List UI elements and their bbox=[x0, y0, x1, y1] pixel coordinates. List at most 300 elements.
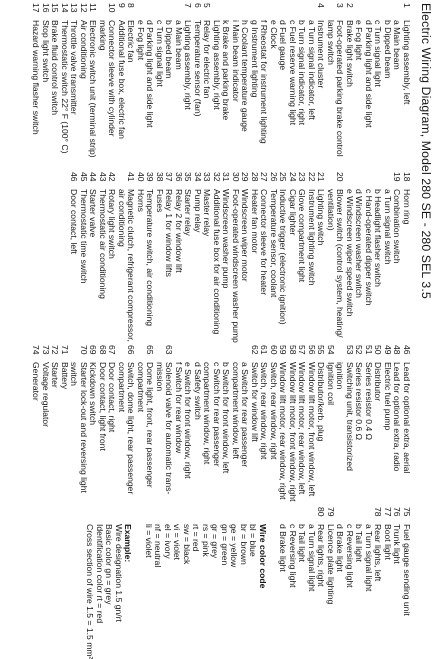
legend-entry bbox=[239, 507, 249, 600]
legend-entry bbox=[136, 345, 146, 475]
legend-entry bbox=[163, 507, 173, 600]
legend-entry bbox=[79, 3, 89, 145]
legend-text: rt = red bbox=[191, 524, 202, 552]
legend-text: Solenoid valve for automatic trans- bbox=[164, 362, 175, 495]
legend-entry bbox=[231, 345, 241, 475]
legend-text: Rotary light switch bbox=[107, 189, 118, 259]
legend-entry bbox=[278, 507, 288, 600]
legend-number bbox=[345, 172, 355, 189]
legend-text: ge = yellow bbox=[229, 524, 240, 568]
legend-text: Inductive trigger (electronic ignition) bbox=[278, 189, 289, 325]
legend-number bbox=[155, 3, 165, 20]
legend-entry bbox=[155, 172, 165, 294]
legend-number: 30 bbox=[231, 172, 241, 182]
legend-text: bl = blue bbox=[248, 524, 259, 557]
legend-entry bbox=[402, 507, 412, 616]
legend-entry bbox=[259, 172, 269, 294]
legend-text: Connector sleeve for heater bbox=[259, 189, 270, 296]
legend-entry bbox=[373, 507, 383, 600]
legend-number bbox=[212, 345, 222, 362]
legend-number: 62 bbox=[250, 345, 260, 355]
legend-entry bbox=[240, 3, 250, 145]
legend-number: 8 bbox=[126, 3, 137, 8]
legend-text: b Tail light bbox=[354, 524, 365, 563]
legend-text: Wire color code bbox=[258, 524, 268, 589]
legend-number: 25 bbox=[278, 172, 289, 182]
legend-text: h Coolant temperature gauge bbox=[240, 20, 251, 132]
legend-entry bbox=[117, 172, 127, 294]
legend-text: d Fuel gauge bbox=[278, 20, 289, 71]
legend-text: Rear lights, left bbox=[373, 524, 384, 582]
legend-entry bbox=[202, 3, 212, 145]
legend-text: Cigar lighter bbox=[288, 189, 298, 236]
legend-entry bbox=[259, 3, 269, 145]
legend-entry bbox=[221, 172, 231, 294]
legend-number bbox=[239, 507, 249, 524]
legend-text: Blower switch (control system, heating/ bbox=[335, 189, 346, 338]
legend-text: Distributor bbox=[373, 362, 384, 402]
legend-entry bbox=[174, 3, 184, 145]
legend-number bbox=[248, 507, 258, 524]
legend-text: a Turn signal light bbox=[364, 524, 374, 592]
legend-entry bbox=[297, 507, 307, 600]
legend-text: a Main beam bbox=[174, 20, 184, 70]
legend-number bbox=[191, 507, 201, 524]
legend-entry bbox=[172, 507, 182, 600]
legend-text: b Turn signal indicator, right bbox=[297, 20, 308, 126]
legend-entry bbox=[269, 3, 279, 145]
legend-text: Additional fuse box, electric fan bbox=[117, 20, 127, 139]
legend-text: Generator bbox=[31, 362, 42, 401]
legend-text: Starter lock-out and reversing light bbox=[79, 362, 89, 493]
legend-entry bbox=[231, 3, 241, 145]
legend-entry bbox=[79, 345, 89, 493]
legend-number: 34 bbox=[193, 172, 203, 182]
legend-number: 5 bbox=[202, 3, 213, 8]
legend-number: 66 bbox=[126, 345, 137, 355]
legend-number bbox=[183, 345, 193, 362]
legend-text: Licence plate lighting bbox=[326, 524, 336, 605]
legend-number bbox=[383, 3, 393, 20]
legend-entry bbox=[136, 172, 146, 294]
legend-text: Pump relay bbox=[193, 189, 203, 233]
legend-entry bbox=[164, 3, 174, 145]
legend-number: 6 bbox=[193, 3, 203, 8]
legend-number: 20 bbox=[335, 172, 346, 182]
legend-number bbox=[354, 507, 364, 524]
legend-text: Boot light bbox=[383, 524, 393, 560]
legend-text: b Headlight flasher switch bbox=[373, 189, 384, 287]
legend-text: Kickdown switch bbox=[88, 362, 99, 426]
legend-number bbox=[307, 3, 317, 20]
legend-column-4 bbox=[85, 507, 412, 659]
legend-text: Master relay bbox=[202, 189, 213, 237]
legend-text: Fuses bbox=[155, 189, 165, 213]
legend-entry bbox=[183, 172, 193, 294]
legend-number: 61 bbox=[259, 345, 270, 355]
legend-text: Horn ring bbox=[402, 189, 412, 225]
legend-text: Connector sleeve with cylinder bbox=[107, 20, 118, 137]
legend-number: 60 bbox=[269, 345, 279, 355]
legend-number: 76 bbox=[392, 507, 403, 517]
legend-number: 14 bbox=[60, 3, 70, 13]
legend-entry bbox=[354, 172, 365, 298]
legend-number: 26 bbox=[269, 172, 279, 182]
legend-text: compartment bbox=[117, 362, 127, 413]
legend-text: f Switch for rear window bbox=[174, 362, 184, 454]
legend-number bbox=[373, 3, 383, 20]
legend-number bbox=[98, 3, 108, 20]
legend-text: Lighting assembly, left bbox=[402, 20, 412, 105]
legend-entry bbox=[231, 172, 241, 343]
legend-text: compartment window, right bbox=[202, 362, 213, 465]
legend-text: el = ivory bbox=[163, 524, 173, 559]
legend-text: lamp switch bbox=[326, 20, 336, 65]
legend-text: b Switch for front window, left bbox=[221, 362, 232, 474]
legend-number: 49 bbox=[383, 345, 393, 355]
legend-text: b Dipped beam bbox=[164, 20, 175, 79]
legend-text: g Instrument lighting bbox=[250, 20, 260, 98]
legend-number: 59 bbox=[278, 345, 289, 355]
legend-text: Heater fan motor bbox=[250, 189, 260, 254]
page-title: Electric Wiring Diagram, Model 280 SE - 280 SEL 3.5 bbox=[419, 3, 433, 299]
legend-entry bbox=[373, 345, 383, 475]
legend-text: Throttle valve transmitter bbox=[69, 20, 80, 115]
legend-number bbox=[144, 507, 154, 524]
legend-entry bbox=[117, 345, 127, 475]
legend-number: 41 bbox=[126, 172, 137, 182]
legend-text: d Brake light bbox=[278, 524, 289, 572]
legend-entry bbox=[326, 172, 336, 294]
legend-text: Lighting assembly, right bbox=[183, 20, 194, 110]
legend-entry bbox=[373, 3, 383, 145]
legend-number: 11 bbox=[88, 3, 99, 12]
legend-entry bbox=[79, 172, 89, 294]
legend-text: Switch for window lift bbox=[250, 362, 260, 442]
legend-text: Ignition coil bbox=[326, 362, 336, 405]
legend-text: a Main beam bbox=[392, 20, 403, 70]
legend-number: 77 bbox=[383, 507, 393, 517]
legend-number bbox=[250, 3, 260, 20]
legend-entry bbox=[269, 172, 279, 298]
legend-number bbox=[69, 345, 79, 362]
legend-text: Additional fuse box for air conditioning bbox=[212, 189, 222, 335]
legend-heading bbox=[258, 507, 268, 600]
legend-entry bbox=[392, 172, 402, 294]
legend-entry bbox=[335, 3, 346, 157]
legend-number bbox=[288, 3, 298, 20]
legend-entry bbox=[60, 3, 70, 154]
legend-number: 65 bbox=[145, 345, 156, 355]
legend-column-2 bbox=[69, 172, 412, 343]
legend-entry bbox=[212, 172, 222, 335]
legend-text: Fuel gauge sending unit bbox=[402, 524, 412, 616]
legend-entry bbox=[335, 345, 345, 475]
legend-number: 53 bbox=[345, 345, 355, 355]
legend-number bbox=[297, 3, 307, 20]
legend-text: Brake fluid control switch bbox=[50, 20, 61, 116]
legend-text: c Turn signal light bbox=[373, 20, 384, 87]
legend-text: Relay 1 for window lifts bbox=[164, 189, 175, 277]
legend-number: 2 bbox=[345, 3, 355, 8]
legend-number: 29 bbox=[240, 172, 251, 182]
legend-number: 7 bbox=[183, 3, 194, 8]
legend-entry bbox=[126, 3, 136, 145]
legend-number bbox=[136, 345, 146, 362]
legend-entry bbox=[193, 172, 203, 294]
legend-entry bbox=[364, 172, 374, 306]
legend-text: Switch, rear window, right bbox=[259, 362, 270, 460]
legend-text: Air conditioning bbox=[79, 20, 89, 79]
legend-text: Door contact, light front bbox=[98, 362, 108, 451]
legend-text: Door contact, left bbox=[69, 189, 80, 254]
legend-number bbox=[364, 172, 374, 189]
legend-entry bbox=[164, 172, 174, 294]
legend-text: Horns bbox=[136, 189, 146, 212]
legend-text: d Windscreen washer switch bbox=[354, 189, 365, 298]
legend-number: 56 bbox=[307, 345, 317, 355]
legend-text: c Reversing light bbox=[345, 524, 355, 588]
legend-text: c Reversing light bbox=[288, 524, 298, 588]
legend-text: compartment bbox=[136, 362, 146, 413]
legend-number: 38 bbox=[155, 172, 165, 182]
legend-entry bbox=[278, 3, 288, 145]
legend-entry bbox=[248, 507, 258, 600]
legend-text: c Hand-operated dipper switch bbox=[364, 189, 374, 306]
legend-number bbox=[182, 507, 192, 524]
legend-text: Temperature sensor (fan) bbox=[193, 20, 203, 117]
legend-text: e Clock bbox=[269, 20, 279, 49]
legend-number: 50 bbox=[373, 345, 384, 355]
legend-text: Foot-operated windscreen washer pump bbox=[231, 189, 241, 343]
legend-text: Series resistor 0.6 Ω bbox=[354, 362, 365, 441]
legend-entry bbox=[69, 3, 79, 145]
legend-text: Example: bbox=[123, 524, 134, 563]
legend-number bbox=[383, 172, 393, 189]
legend-entry bbox=[193, 3, 203, 145]
legend-entry bbox=[136, 3, 146, 145]
legend-text: Temperature sensor, coolant bbox=[269, 189, 279, 298]
legend-text: Identification color rt = red bbox=[95, 524, 105, 624]
legend-text: e Fog light bbox=[136, 20, 146, 61]
legend-entry bbox=[392, 507, 402, 600]
legend-entry bbox=[155, 3, 165, 145]
legend-text: air conditioning bbox=[117, 189, 127, 247]
legend-entry bbox=[145, 3, 155, 145]
legend-text: Switching unit, transistorized bbox=[345, 362, 355, 471]
legend-number bbox=[307, 507, 317, 524]
legend-entry bbox=[392, 3, 402, 145]
legend-number: 10 bbox=[107, 3, 118, 13]
legend-text: e Fog light bbox=[354, 20, 365, 61]
legend-number bbox=[155, 345, 165, 362]
legend-entry bbox=[288, 507, 298, 600]
legend-entry bbox=[402, 172, 412, 294]
legend-text: Battery bbox=[60, 362, 70, 390]
legend-number: 79 bbox=[326, 507, 336, 517]
legend-entry bbox=[383, 345, 393, 475]
legend-entry bbox=[364, 507, 374, 600]
legend-number bbox=[288, 507, 298, 524]
legend-entry bbox=[191, 507, 201, 600]
legend-text: Lead for optional extra, radio bbox=[392, 362, 403, 472]
legend-entry bbox=[240, 345, 250, 475]
legend-heading bbox=[123, 507, 133, 600]
legend-text: Distributor/kerb. plug bbox=[316, 362, 327, 442]
legend-number: 80 bbox=[316, 507, 327, 517]
legend-text: Foot-operated parking brake control bbox=[335, 20, 346, 157]
legend-entry bbox=[182, 507, 192, 600]
legend-number bbox=[212, 3, 222, 20]
legend-entry bbox=[307, 3, 317, 145]
legend-text: Lead for optional extra, aerial bbox=[402, 362, 412, 474]
legend-text: marking bbox=[98, 20, 108, 51]
legend-text: Series resistor 0.4 Ω bbox=[364, 362, 374, 441]
legend-entry bbox=[221, 345, 231, 475]
legend-text: Switch, dome light, rear passenger bbox=[126, 362, 137, 495]
legend-entry bbox=[250, 345, 260, 475]
legend-entry bbox=[307, 507, 317, 600]
legend-number bbox=[117, 345, 127, 362]
legend-text: d Safety switch bbox=[193, 362, 203, 420]
legend-entry bbox=[373, 172, 383, 294]
legend-entry bbox=[126, 345, 137, 495]
legend-number: 39 bbox=[145, 172, 156, 182]
legend-entry bbox=[316, 3, 326, 145]
legend-entry bbox=[98, 345, 108, 475]
legend-number: 58 bbox=[288, 345, 298, 355]
legend-entry bbox=[278, 345, 289, 500]
legend-text: Stop light switch bbox=[41, 20, 51, 83]
legend-entry bbox=[155, 345, 165, 475]
legend-number: 67 bbox=[107, 345, 118, 355]
legend-number: 32 bbox=[212, 172, 222, 182]
legend-text: Thermostatic air conditioning bbox=[98, 189, 108, 299]
legend-number: 68 bbox=[98, 345, 108, 355]
legend-text: Switch, rear window, right bbox=[269, 362, 279, 460]
legend-number bbox=[220, 507, 230, 524]
legend-entry bbox=[50, 345, 60, 475]
legend-number bbox=[354, 3, 364, 20]
legend-text: Voltage regulator bbox=[41, 362, 51, 427]
legend-number: 72 bbox=[50, 345, 61, 355]
legend-text: i Main beam indicator bbox=[231, 20, 241, 102]
legend-entry bbox=[345, 172, 355, 317]
legend-text: Basic color gn = grey bbox=[104, 524, 115, 605]
legend-number: 21 bbox=[316, 172, 327, 182]
legend-text: a Turn signal light bbox=[307, 524, 317, 592]
legend-text: e Windscreen wiper speed switch bbox=[345, 189, 355, 317]
legend-entry bbox=[88, 3, 99, 158]
legend-text: Magnetic clutch, refrigerant compressor, bbox=[126, 189, 137, 342]
legend-number: 13 bbox=[69, 3, 80, 13]
legend-text: Trunk light bbox=[392, 524, 403, 564]
legend-number bbox=[172, 507, 182, 524]
legend-text: Hazard warning flasher switch bbox=[31, 20, 42, 135]
legend-text: Thermostatic switch 22° F (100° C) bbox=[60, 20, 70, 154]
legend-number: 57 bbox=[297, 345, 308, 355]
legend-text: Temperature switch, air conditioning bbox=[145, 189, 156, 327]
legend-entry bbox=[297, 3, 307, 145]
legend-number: 75 bbox=[402, 507, 412, 517]
legend-entry bbox=[354, 507, 364, 600]
legend-spacer bbox=[267, 507, 278, 600]
legend-entry bbox=[383, 172, 393, 294]
legend-entry bbox=[69, 172, 79, 294]
legend-number bbox=[123, 507, 133, 524]
legend-text: Relay for electric fan bbox=[202, 20, 213, 99]
legend-number: 1 bbox=[402, 3, 412, 8]
legend-text: f Rheostat for instrument lighting bbox=[259, 20, 270, 144]
legend-number: 51 bbox=[364, 345, 374, 355]
legend-entry bbox=[210, 507, 220, 600]
legend-number: 44 bbox=[88, 172, 99, 182]
legend-entry bbox=[335, 507, 345, 600]
legend-entry bbox=[95, 507, 105, 624]
legend-text: k Brake and parking brake bbox=[221, 20, 232, 121]
legend-entry bbox=[153, 507, 163, 600]
legend-number bbox=[364, 3, 374, 20]
legend-number: 78 bbox=[373, 507, 384, 517]
legend-number bbox=[231, 345, 241, 362]
legend-entry bbox=[383, 507, 393, 600]
legend-entry bbox=[250, 172, 260, 294]
legend-number bbox=[104, 507, 114, 524]
legend-number bbox=[278, 507, 288, 524]
legend-number: 73 bbox=[41, 345, 51, 355]
legend-entry bbox=[383, 3, 393, 145]
legend-number: 70 bbox=[79, 345, 89, 355]
legend-text: nf = neutral bbox=[153, 524, 164, 568]
legend-number bbox=[153, 507, 163, 524]
legend-text: Lighting switch bbox=[316, 189, 327, 246]
legend-number: 28 bbox=[250, 172, 260, 182]
legend-number bbox=[231, 3, 241, 20]
legend-number bbox=[164, 3, 174, 20]
legend-entry bbox=[278, 172, 289, 325]
legend-entry bbox=[183, 345, 194, 479]
legend-number bbox=[392, 3, 402, 20]
legend-entry bbox=[60, 345, 70, 475]
legend-entry bbox=[202, 172, 212, 294]
legend-number bbox=[193, 345, 203, 362]
legend-text: c Fuel reserve warning light bbox=[288, 20, 298, 126]
legend-entry bbox=[326, 507, 336, 605]
legend-number bbox=[297, 507, 307, 524]
legend-entry bbox=[326, 3, 336, 145]
legend-text: e Switch for front window, right bbox=[183, 362, 194, 479]
legend-number bbox=[117, 172, 127, 189]
legend-text: ignition bbox=[335, 362, 346, 390]
legend-text: Instrument cluster bbox=[316, 20, 327, 89]
legend-number bbox=[174, 3, 184, 20]
legend-number bbox=[202, 345, 212, 362]
legend-text: li = violet bbox=[144, 524, 154, 558]
legend-entry bbox=[126, 172, 137, 342]
legend-text: Wire designation 1.5 gn/rt bbox=[114, 524, 124, 622]
legend-text: Dome light, front, rear passenger bbox=[145, 362, 156, 488]
legend-text: Window lift motor, rear window, right bbox=[278, 362, 289, 500]
legend-number: 74 bbox=[31, 345, 42, 355]
legend-number: 35 bbox=[183, 172, 194, 182]
legend-text: Door contact, right bbox=[107, 362, 118, 433]
legend-number: 36 bbox=[174, 172, 184, 182]
legend-entry bbox=[297, 345, 308, 495]
legend-number bbox=[221, 345, 231, 362]
legend-number: 42 bbox=[107, 172, 118, 182]
legend-text: Glove compartment light bbox=[297, 189, 308, 283]
legend-column-1 bbox=[31, 3, 412, 158]
